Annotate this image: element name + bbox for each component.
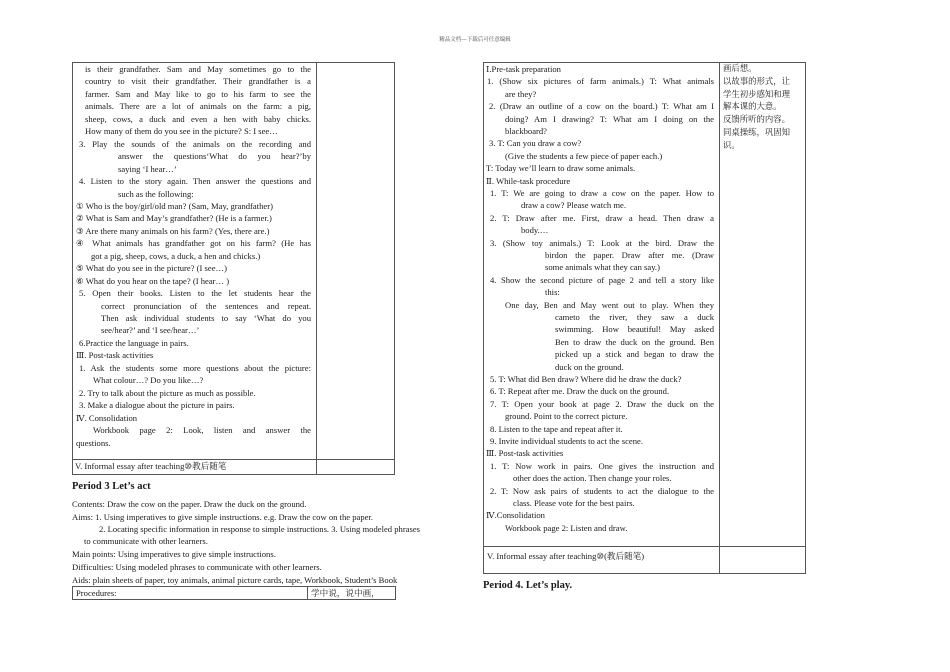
table-line: picked up a stick and began to draw the — [555, 349, 714, 360]
table-line: cameto the river, they saw a duck — [555, 312, 714, 322]
period3-contents: Contents: Draw the cow on the paper. Draw the duck on the ground. — [72, 499, 307, 509]
table-line: 1. (Show six pictures of farm animals.) T: What animals — [487, 76, 714, 87]
table-line: got a pig, sheep, cows, a duck, a hen and chicks.) — [91, 250, 261, 261]
table-line: is their grandfather. Sam and May sometimes go to the — [85, 64, 311, 74]
period3-title: Period 3 Let’s act — [72, 481, 151, 492]
table-line: Ben to draw the duck on the ground. Ben — [555, 336, 714, 347]
period3-difficulties: Difficulties: Using modeled phrases to communicate with other learners. — [72, 562, 322, 572]
table-line: correct pronunciation of the sentences and repeat. — [101, 300, 311, 311]
table-line: swimming. How beautiful! May asked — [555, 324, 714, 335]
table-line: ⑤ What do you see in the picture? (I see…) — [76, 263, 227, 274]
table-line: 6. T: Repeat after me. Draw the duck on the ground. — [490, 386, 670, 397]
table-line: ② What is Sam and May’s grandfather? (He is a farmer.) — [76, 213, 272, 224]
right-table-column-divider — [719, 62, 720, 574]
table-line: What colour…? Do you like…? — [93, 375, 204, 386]
table-line: other does the action. Then change your roles. — [513, 473, 672, 484]
table-line: Ⅰ.Pre-task preparation — [486, 64, 561, 74]
period3-aids: Aids: plain sheets of paper, toy animals, animal picture cards, tape, Workbook, Student’s Book — [72, 575, 398, 585]
table-line: Ⅱ. While-task procedure — [486, 175, 571, 186]
note-line: 学生初步感知和理 — [723, 89, 790, 99]
table-line: farmer. Sam and May like to go to his farm to see the — [85, 88, 311, 99]
table-line: 4. Listen to the story again. Then answer the questions and — [79, 176, 311, 187]
table-line: Workbook page 2: Listen and draw. — [505, 522, 628, 533]
table-line: ① Who is the boy/girl/old man? (Sam, May, grandfather) — [76, 200, 273, 211]
note-line: 同桌操练，巩固知 — [723, 128, 790, 137]
period3-aims-2: 2. Locating specific information in response to simple instructions. 3. Using modeled phrases — [99, 524, 421, 534]
note-line: 以故事的形式，让 — [723, 76, 790, 86]
table-line: ③ Are there many animals on his farm? (Yes, there are.) — [76, 225, 270, 236]
table-line: 3. Make a dialogue about the picture in pairs. — [79, 400, 235, 411]
right-essay-label: V. Informal essay after teaching⑩(教后随笔) — [487, 551, 645, 561]
left-essay-label: V. Informal essay after teaching⑩教后随笔 — [75, 461, 227, 471]
right-table-row-divider — [483, 546, 806, 547]
table-line: ground. Point to the correct picture. — [505, 411, 628, 422]
table-line: questions. — [76, 437, 111, 448]
table-line: 5. T: What did Ben draw? Where did he draw the duck? — [490, 374, 682, 384]
note-line: 识。 — [723, 140, 740, 150]
period3-main-points: Main points: Using imperatives to give simple instructions. — [72, 549, 276, 559]
table-line: Ⅳ.Consolidation — [486, 510, 545, 521]
table-line: see/hear?’ and ‘I see/hear…’ — [101, 325, 200, 336]
procedures-note: 学中说，说中画， — [311, 588, 380, 598]
table-line: draw a cow? Please watch me. — [521, 200, 626, 211]
table-line: Ⅲ. Post-task activities — [486, 448, 564, 459]
table-line: such as the following: — [118, 188, 194, 199]
table-line: 2. Try to talk about the picture as much as possible. — [79, 387, 256, 398]
left-table-column-divider — [316, 62, 317, 475]
procedures-label: Procedures: — [76, 588, 117, 598]
period4-title: Period 4. Let’s play. — [483, 580, 573, 591]
table-line: Ⅲ. Post-task activities — [76, 350, 154, 361]
table-line: One day, Ben and May went out to play. When they — [505, 299, 714, 310]
table-line: class. Please vote for the best pairs. — [513, 498, 635, 508]
table-line: country to visit their grandfather. Their grandfather is a — [85, 76, 311, 87]
table-line: doing? Am I drawing? T: What am I doing on the — [505, 113, 714, 124]
table-line: (Give the students a few piece of paper each.) — [505, 150, 663, 161]
note-line: 反馈所听的内容。 — [723, 115, 790, 125]
table-line: 5. Open their books. Listen to the let students hear the — [79, 288, 311, 299]
table-line: 3. Play the sounds of the animals on the recording and — [79, 138, 311, 149]
table-line: T: Today we’ll learn to draw some animals. — [486, 163, 636, 174]
table-line: answer the questions‘What do you hear?’by — [118, 151, 311, 162]
table-line: 2. T: Draw after me. First, draw a head. Then draw a — [490, 212, 714, 223]
table-line: 9. Invite individual students to act the scene. — [490, 436, 643, 446]
table-line: 1. Ask the students some more questions about the picture: — [79, 362, 311, 373]
table-line: 4. Show the second picture of page 2 and tell a story like — [490, 274, 714, 285]
table-line: 8. Listen to the tape and repeat after it. — [490, 423, 623, 434]
table-line: are they? — [505, 88, 537, 99]
table-line: duck on the ground. — [555, 361, 624, 372]
table-line: this: — [545, 287, 560, 298]
table-line: 6.Practice the language in pairs. — [79, 337, 189, 348]
table-line: ⑥ What do you hear on the tape? (I hear… ) — [76, 275, 230, 286]
table-line: 1. T: We are going to draw a cow on the paper. How to — [490, 188, 714, 198]
table-line: body.… — [521, 225, 549, 236]
table-line: some animals what they can say.) — [545, 262, 660, 273]
table-line: Ⅳ. Consolidation — [76, 412, 138, 423]
table-line: 3. (Show toy animals.) T: Look at the bird. Draw the — [490, 237, 714, 248]
table-line: sheep, cows, a duck and even a hen with baby chicks. — [85, 113, 311, 124]
table-line: animals. There are a lot of animals on the farm: a pig, — [85, 101, 311, 112]
table-line: saying ‘I hear…’ — [118, 163, 177, 174]
procedures-column-divider — [307, 586, 308, 600]
note-line: 解本课的大意。 — [723, 102, 782, 112]
note-line: 画后想。 — [723, 64, 757, 73]
table-line: Workbook page 2: Look, listen and answer the — [93, 425, 311, 436]
table-line: 2. (Draw an outline of a cow on the board.) T: What am I — [489, 101, 714, 112]
table-line: birdon the paper. Draw after me. (Draw — [545, 250, 714, 260]
period3-aims-3: to communicate with other learners. — [84, 536, 208, 546]
period3-aims-1: Aims: 1. Using imperatives to give simple instructions. e.g. Draw the cow on the paper. — [72, 512, 373, 522]
table-line: How many of them do you see in the picture? S: I see… — [85, 126, 278, 137]
table-line: 2. T: Now ask pairs of students to act the dialogue to the — [490, 485, 714, 496]
table-line: ④ What animals has grandfather got on his farm? (He has — [76, 238, 311, 249]
table-line: 7. T: Open your book at page 2. Draw the duck on the — [490, 398, 714, 409]
table-line: 3. T: Can you draw a cow? — [489, 138, 582, 149]
table-line: blackboard? — [505, 126, 547, 136]
table-line: Then ask individual students to say ‘What do you — [101, 313, 311, 323]
table-line: 1. T: Now work in pairs. One gives the instruction and — [490, 460, 714, 471]
page-header: 精品文档---下载后可任意编辑 — [439, 37, 511, 43]
